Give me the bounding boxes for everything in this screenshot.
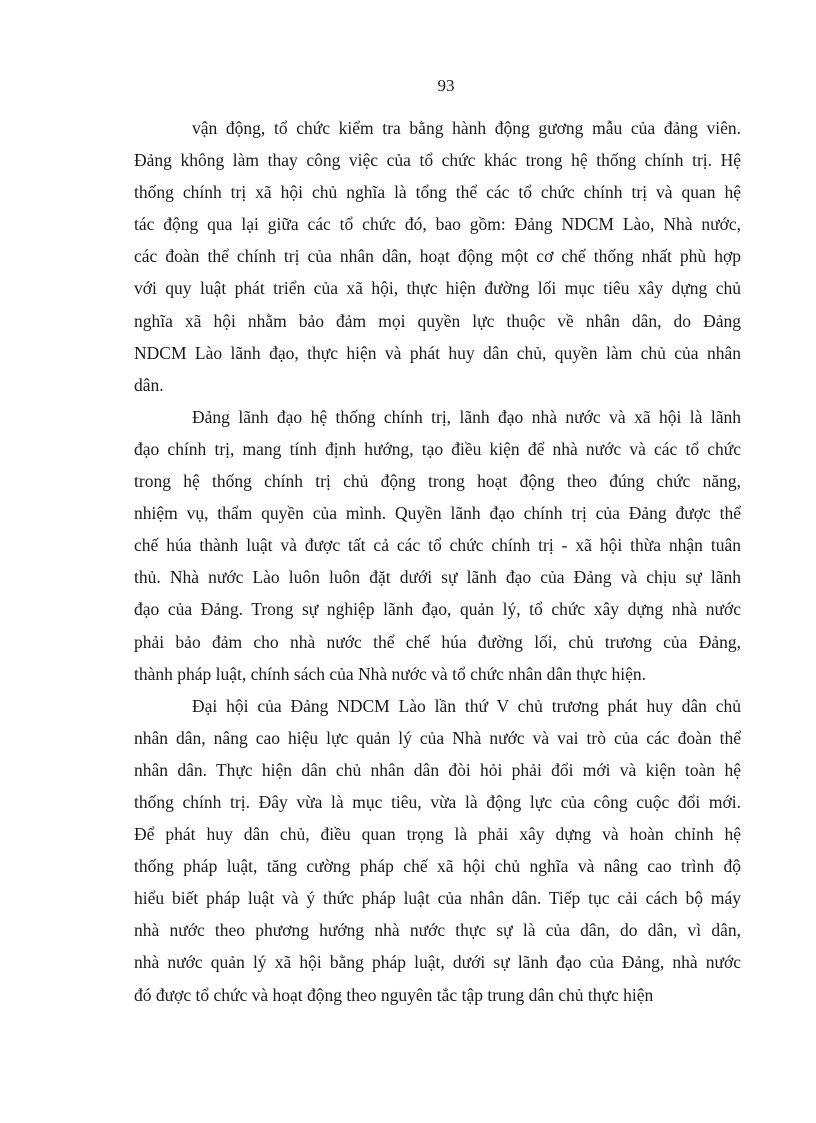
body-text — [134, 112, 741, 1011]
text-line: đạo chính trị, mang tính định hướng, tạo điều kiện để nhà nước và các tổ chức — [134, 438, 741, 459]
paragraph — [134, 112, 741, 401]
text-line: Đại hội của Đảng NDCM Lào lần thứ V chủ trương phát huy dân chủ — [192, 695, 741, 716]
text-line: Đảng không làm thay công việc của tổ chức khác trong hệ thống chính trị. Hệ — [134, 150, 741, 171]
text-line: thống pháp luật, tăng cường pháp chế xã hội chủ nghĩa và nâng cao trình độ — [134, 856, 741, 877]
page-number: 93 — [437, 76, 455, 95]
text-line: chế húa thành luật và được tất cả các tổ chức chính trị - xã hội thừa nhận tuân — [134, 535, 741, 556]
text-line: thống chính trị. Đây vừa là mục tiêu, vừa là động lực của công cuộc đổi mới. — [134, 791, 741, 812]
text-line: thống chính trị xã hội chủ nghĩa là tổng thể các tổ chức chính trị và quan hệ — [134, 182, 741, 203]
text-line: đạo của Đảng. Trong sự nghiệp lãnh đạo, quản lý, tổ chức xây dựng nhà nước — [134, 599, 741, 620]
paragraph — [134, 401, 741, 690]
text-line: nhà nước quản lý xã hội bằng pháp luật, dưới sự lãnh đạo của Đảng, nhà nước — [134, 952, 741, 973]
text-line: nhân dân. Thực hiện dân chủ nhân dân đòi hỏi phải đổi mới và kiện toàn hệ — [134, 759, 741, 780]
text-line: thành pháp luật, chính sách của Nhà nước và tổ chức nhân dân thực hiện. — [134, 663, 646, 684]
text-line: nhiệm vụ, thẩm quyền của mình. Quyền lãnh đạo chính trị của Đảng được thể — [134, 503, 741, 524]
text-line: hiểu biết pháp luật và ý thức pháp luật của nhân dân. Tiếp tục cải cách bộ máy — [134, 888, 741, 909]
text-line: tác động qua lại giữa các tổ chức đó, bao gồm: Đảng NDCM Lào, Nhà nước, — [134, 214, 741, 235]
text-line: với quy luật phát triển của xã hội, thực hiện đường lối mục tiêu xây dựng chủ — [134, 278, 741, 299]
text-line: nhà nước theo phương hướng nhà nước thực sự là của dân, do dân, vì dân, — [134, 920, 741, 941]
text-line: các đoàn thể chính trị của nhân dân, hoạt động một cơ chế thống nhất phù hợp — [134, 246, 741, 267]
text-line: phải bảo đảm cho nhà nước thể chế húa đường lối, chủ trương của Đảng, — [134, 631, 741, 652]
paragraph — [134, 690, 741, 1011]
text-line: trong hệ thống chính trị chủ động trong hoạt động theo đúng chức năng, — [134, 471, 741, 492]
text-line: Đảng lãnh đạo hệ thống chính trị, lãnh đạo nhà nước và xã hội là lãnh — [192, 406, 741, 427]
text-line: Để phát huy dân chủ, điều quan trọng là phải xây dựng và hoàn chỉnh hệ — [134, 824, 741, 845]
text-line: thủ. Nhà nước Lào luôn luôn đặt dưới sự lãnh đạo của Đảng và chịu sự lãnh — [134, 567, 741, 588]
text-line: dân. — [134, 374, 164, 395]
text-line: nghĩa xã hội nhằm bảo đảm mọi quyền lực thuộc về nhân dân, do Đảng — [134, 310, 741, 331]
text-line: vận động, tổ chức kiểm tra bằng hành động gương mẫu của đảng viên. — [192, 118, 741, 138]
text-line: nhân dân, nâng cao hiệu lực quản lý của Nhà nước và vai trò của các đoàn thể — [134, 727, 741, 748]
text-line: NDCM Lào lãnh đạo, thực hiện và phát huy dân chủ, quyền làm chủ của nhân — [134, 342, 741, 363]
text-line: đó được tổ chức và hoạt động theo nguyên tắc tập trung dân chủ thực hiện — [134, 984, 654, 1005]
